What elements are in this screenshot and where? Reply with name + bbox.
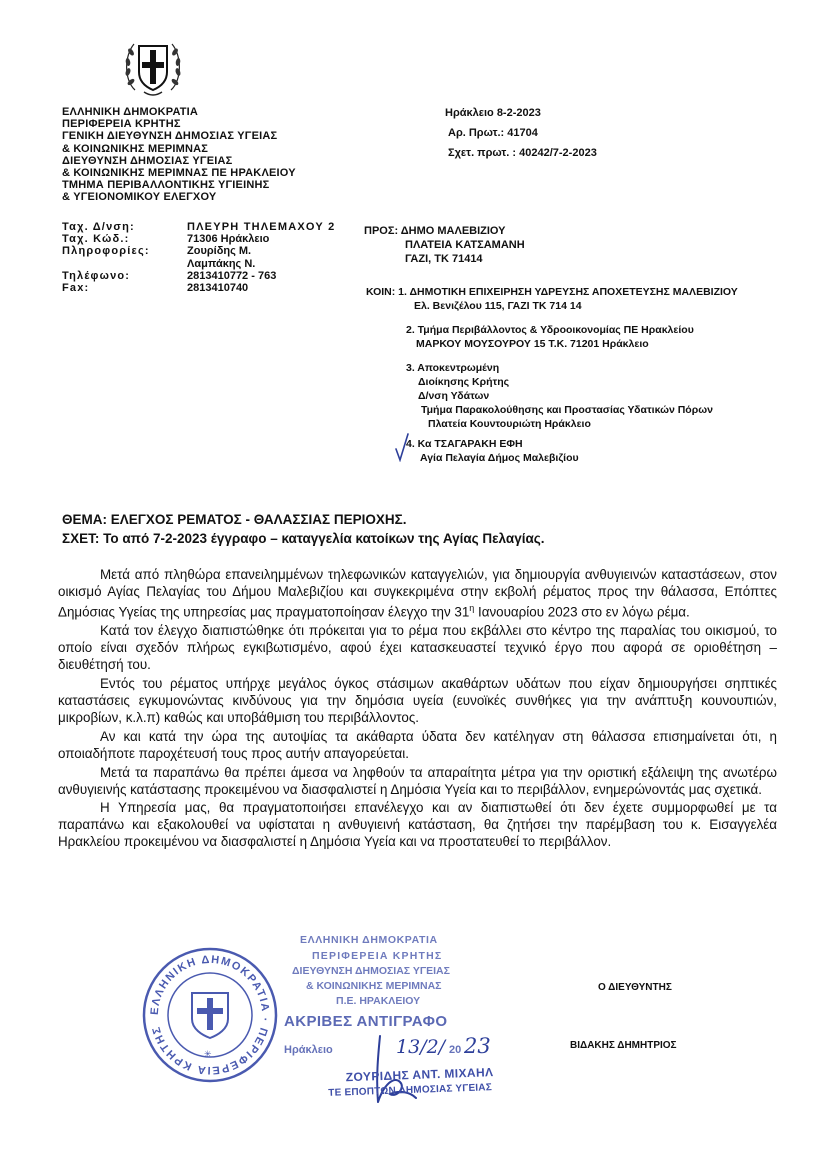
svg-text:✳: ✳ bbox=[204, 1050, 212, 1060]
distribution-item: Τμήμα Παρακολούθησης και Προστασίας Υδατικών Πόρων bbox=[421, 404, 713, 416]
phone-value: 2813410772 - 763 bbox=[187, 269, 277, 282]
fax-label: Fax: bbox=[62, 282, 90, 295]
official-seal bbox=[140, 945, 280, 1085]
recipient-line: ΠΛΑΤΕΙΑ ΚΑΤΣΑΜΑΝΗ bbox=[405, 239, 525, 251]
check-mark-icon bbox=[394, 432, 410, 462]
address-label: Ταχ. Δ/νση: bbox=[62, 221, 135, 233]
info-value: Ζουρίδης Μ. bbox=[187, 245, 252, 258]
recipient-block bbox=[364, 224, 525, 266]
greek-emblem-icon bbox=[122, 36, 184, 100]
body-paragraph: Αν και κατά την ώρα της αυτοψίας τα ακάθαρτα ύδατα δεν κατέληγαν στη θάλασσα επισημαίνεται ότι, η οποιαδήποτε παροχέτευσή τους προς αυτήν απαγορεύεται. bbox=[58, 728, 777, 761]
stamp-line: Π.Ε. ΗΡΑΚΛΕΙΟΥ bbox=[336, 995, 421, 1007]
distribution-item: ΜΑΡΚΟΥ ΜΟΥΣΟΥΡΟΥ 15 Τ.Κ. 71201 Ηράκλειο bbox=[416, 338, 649, 350]
issuer-line: ΔΙΕΥΘΥΝΣΗ ΔΗΜΟΣΙΑΣ ΥΓΕΙΑΣ bbox=[62, 154, 233, 167]
contact-block bbox=[62, 221, 335, 294]
info-label: Πληροφορίες: bbox=[62, 245, 150, 258]
address-value: ΠΛΕΥΡΗ ΤΗΛΕΜΑΧΟΥ 2 bbox=[187, 221, 336, 233]
certification-stamp bbox=[280, 934, 520, 1030]
issuer-line: & ΥΓΕΙΟΝΟΜΙΚΟΥ ΕΛΕΓΧΟΥ bbox=[62, 191, 217, 204]
officer-stamp bbox=[328, 1065, 495, 1099]
subject-line: ΘΕΜΑ: ΕΛΕΓΧΟΣ ΡΕΜΑΤΟΣ - ΘΑΛΑΣΣΙΑΣ ΠΕΡΙΟΧΗΣ. bbox=[62, 512, 407, 527]
phone-label: Τηλέφωνο: bbox=[62, 269, 131, 282]
distribution-item: Αγία Πελαγία Δήμος Μαλεβιζίου bbox=[420, 452, 579, 464]
body-paragraph: Μετά τα παραπάνω θα πρέπει άμεσα να ληφθούν τα απαραίτητα μέτρα για την οριστική εξάλειψη της ανωτέρω ανθυγιεινής κατάστασης προκειμένου να διασφαλιστεί η Δημόσια Υγεία και το περιβάλλον, ενημερώνοντάς μας σχετικά. bbox=[58, 764, 777, 797]
signatory-name: ΒΙΔΑΚΗΣ ΔΗΜΗΤΡΙΟΣ bbox=[570, 1040, 677, 1051]
protocol-number: Αρ. Πρωτ.: 41704 bbox=[448, 127, 538, 139]
stamp-place: Ηράκλειο bbox=[284, 1044, 333, 1056]
handwritten-date: 13/2/ bbox=[396, 1036, 446, 1058]
reference-line: ΣΧΕΤ: Το από 7-2-2023 έγγραφο – καταγγελία κατοίκων της Αγίας Πελαγίας. bbox=[62, 531, 545, 546]
handwritten-year: 23 bbox=[464, 1034, 491, 1058]
info-value: Λαμπάκης Ν. bbox=[187, 257, 256, 270]
issuer-line: ΠΕΡΙΦΕΡΕΙΑ ΚΡΗΤΗΣ bbox=[62, 118, 181, 131]
stamp-year-prefix: 20 bbox=[449, 1044, 462, 1056]
body-paragraph: Η Υπηρεσία μας, θα πραγματοποιήσει επανέλεγχο και αν διαπιστωθεί ότι δεν έχετε συμμορφωθεί με τα παραπάνω και εξακολουθεί να υφίσταται η ανθυγιεινή κατάσταση, θα ζητήσει την παρέμβαση του κ. Εισαγγελέα Ηρακλείου προκειμένου να διασφαλιστεί η Δημόσια Υγεία και να προστατευθεί το περιβάλλον. bbox=[58, 800, 777, 850]
postcode-label: Ταχ. Κώδ.: bbox=[62, 233, 130, 246]
recipient-line: ΓΑΖΙ, ΤΚ 71414 bbox=[405, 253, 483, 265]
body-paragraph: Μετά από πληθώρα επανειλημμένων τηλεφωνικών καταγγελιών, για δημιουργία ανθυγιεινών καταστάσεων, στον οικισμό Αγίας Πελαγίας του Δήμου Μαλεβιζίου και συγκεκριμένα στην εκβολή ρέματος προς την θάλασσα, Επόπτες Δημόσιας Υγείας της υπηρεσίας μας πραγματοποίησαν έλεγχο την $31^\eta$ Ιανουαρίου 2023 στο εν λόγω ρέμα. bbox=[58, 567, 777, 620]
issuer-line: ΤΜΗΜΑ ΠΕΡΙΒΑΛΛΟΝΤΙΚΗΣ ΥΓΙΕΙΝΗΣ bbox=[62, 179, 270, 192]
issuer-line: ΕΛΛΗΝΙΚΗ ΔΗΜΟΚΡΑΤΙΑ bbox=[62, 106, 199, 118]
distribution-item: 4. Κα ΤΣΑΓΑΡΑΚΗ ΕΦΗ bbox=[406, 438, 523, 450]
body-paragraph: Εντός του ρέματος υπήρχε μεγάλος όγκος στάσιμων ακαθάρτων υδάτων που είχαν δημιουργήσει σηπτικές καταστάσεις εγκυμονώντας κινδύνους για την δημόσια υγεία (ευνοϊκές συνθήκες για την ανάπτυξη κουνουπιών, μικροβίων, κ.λ.π) καθώς και υποβάθμιση του περιβάλλοντος. bbox=[58, 676, 777, 726]
related-protocol: Σχετ. πρωτ. : 40242/7-2-2023 bbox=[448, 147, 597, 159]
stamp-line: & ΚΟΙΝΩΝΙΚΗΣ ΜΕΡΙΜΝΑΣ bbox=[306, 980, 442, 992]
distribution-item: Ελ. Βενιζέλου 115, ΓΑΖΙ ΤΚ 714 14 bbox=[414, 300, 582, 312]
issuer-line: ΓΕΝΙΚΗ ΔΙΕΥΘΥΝΣΗ ΔΗΜΟΣΙΑΣ ΥΓΕΙΑΣ bbox=[62, 130, 278, 143]
issuer-line: & ΚΟΙΝΩΝΙΚΗΣ ΜΕΡΙΜΝΑΣ ΠΕ ΗΡΑΚΛΕΙΟΥ bbox=[62, 167, 296, 180]
certified-copy-label: ΑΚΡΙΒΕΣ ΑΝΤΙΓΡΑΦΟ bbox=[284, 1013, 448, 1030]
officer-title: ΤΕ ΕΠΟΠΤΩΝ ΔΗΜΟΣΙΑΣ ΥΓΕΙΑΣ bbox=[328, 1082, 493, 1099]
body-paragraph: Κατά τον έλεγχο διαπιστώθηκε ότι πρόκειται για το ρέμα που εκβάλλει στο κέντρο της παραλίας του οικισμού, το οποίο είναι σχεδόν πλήρως εγκιβωτισμένο, αφού έχει κατασκευαστεί τεχνικό έργο που αφορά σε οριοθέτηση – διευθέτησή του. bbox=[58, 623, 777, 673]
recipient-line: ΠΡΟΣ: ΔΗΜΟ ΜΑΛΕΒΙΖΙΟΥ bbox=[364, 225, 506, 237]
distribution-item: 3. Αποκεντρωμένη bbox=[406, 362, 500, 374]
stamp-line: ΔΙΕΥΘΥΝΣΗ ΔΗΜΟΣΙΑΣ ΥΓΕΙΑΣ bbox=[292, 965, 450, 977]
distribution-item: Δ/νση Υδάτων bbox=[418, 390, 490, 402]
postcode-value: 71306 Ηράκλειο bbox=[187, 233, 270, 246]
issuer-block bbox=[62, 106, 296, 204]
distribution-item: Πλατεία Κουντουριώτη Ηράκλειο bbox=[428, 418, 591, 430]
stamp-line: ΠΕΡΙΦΕΡΕΙΑ ΚΡΗΤΗΣ bbox=[312, 950, 443, 962]
distribution-item: ΚΟΙΝ: 1. ΔΗΜΟΤΙΚΗ ΕΠΙΧΕΙΡΗΣΗ ΥΔΡΕΥΣΗΣ ΑΠΟΧΕΤΕΥΣΗΣ ΜΑΛΕΒΙΖΙΟΥ bbox=[366, 286, 738, 298]
document-meta bbox=[445, 103, 597, 163]
svg-text:ΕΛΛΗΝΙΚΗ ΔΗΜΟΚΡΑΤΙΑ · ΠΕΡΙΦΕΡΕ: ΕΛΛΗΝΙΚΗ ΔΗΜΟΚΡΑΤΙΑ · ΠΕΡΙΦΕΡΕΙΑ ΚΡΗΤΗΣ bbox=[148, 953, 272, 1077]
distribution-item: 2. Τμήμα Περιβάλλοντος & Υδροοικονομίας ΠΕ Ηρακλείου bbox=[406, 324, 694, 336]
signature-title: Ο ΔΙΕΥΘΥΝΤΗΣ bbox=[598, 982, 672, 993]
stamp-line: ΕΛΛΗΝΙΚΗ ΔΗΜΟΚΡΑΤΙΑ bbox=[300, 934, 438, 946]
fax-value: 2813410740 bbox=[187, 282, 249, 295]
officer-name: ΖΟΥΡΙΔΗΣ ΑΝΤ. ΜΙΧΑΗΛ bbox=[345, 1065, 494, 1085]
document-date: Ηράκλειο 8-2-2023 bbox=[445, 107, 541, 119]
distribution-item: Διοίκησης Κρήτης bbox=[418, 376, 510, 388]
letter-body bbox=[58, 566, 777, 852]
distribution-list bbox=[366, 285, 738, 465]
subject-block bbox=[62, 510, 545, 548]
issuer-line: & ΚΟΙΝΩΝΙΚΗΣ ΜΕΡΙΜΝΑΣ bbox=[62, 142, 209, 155]
